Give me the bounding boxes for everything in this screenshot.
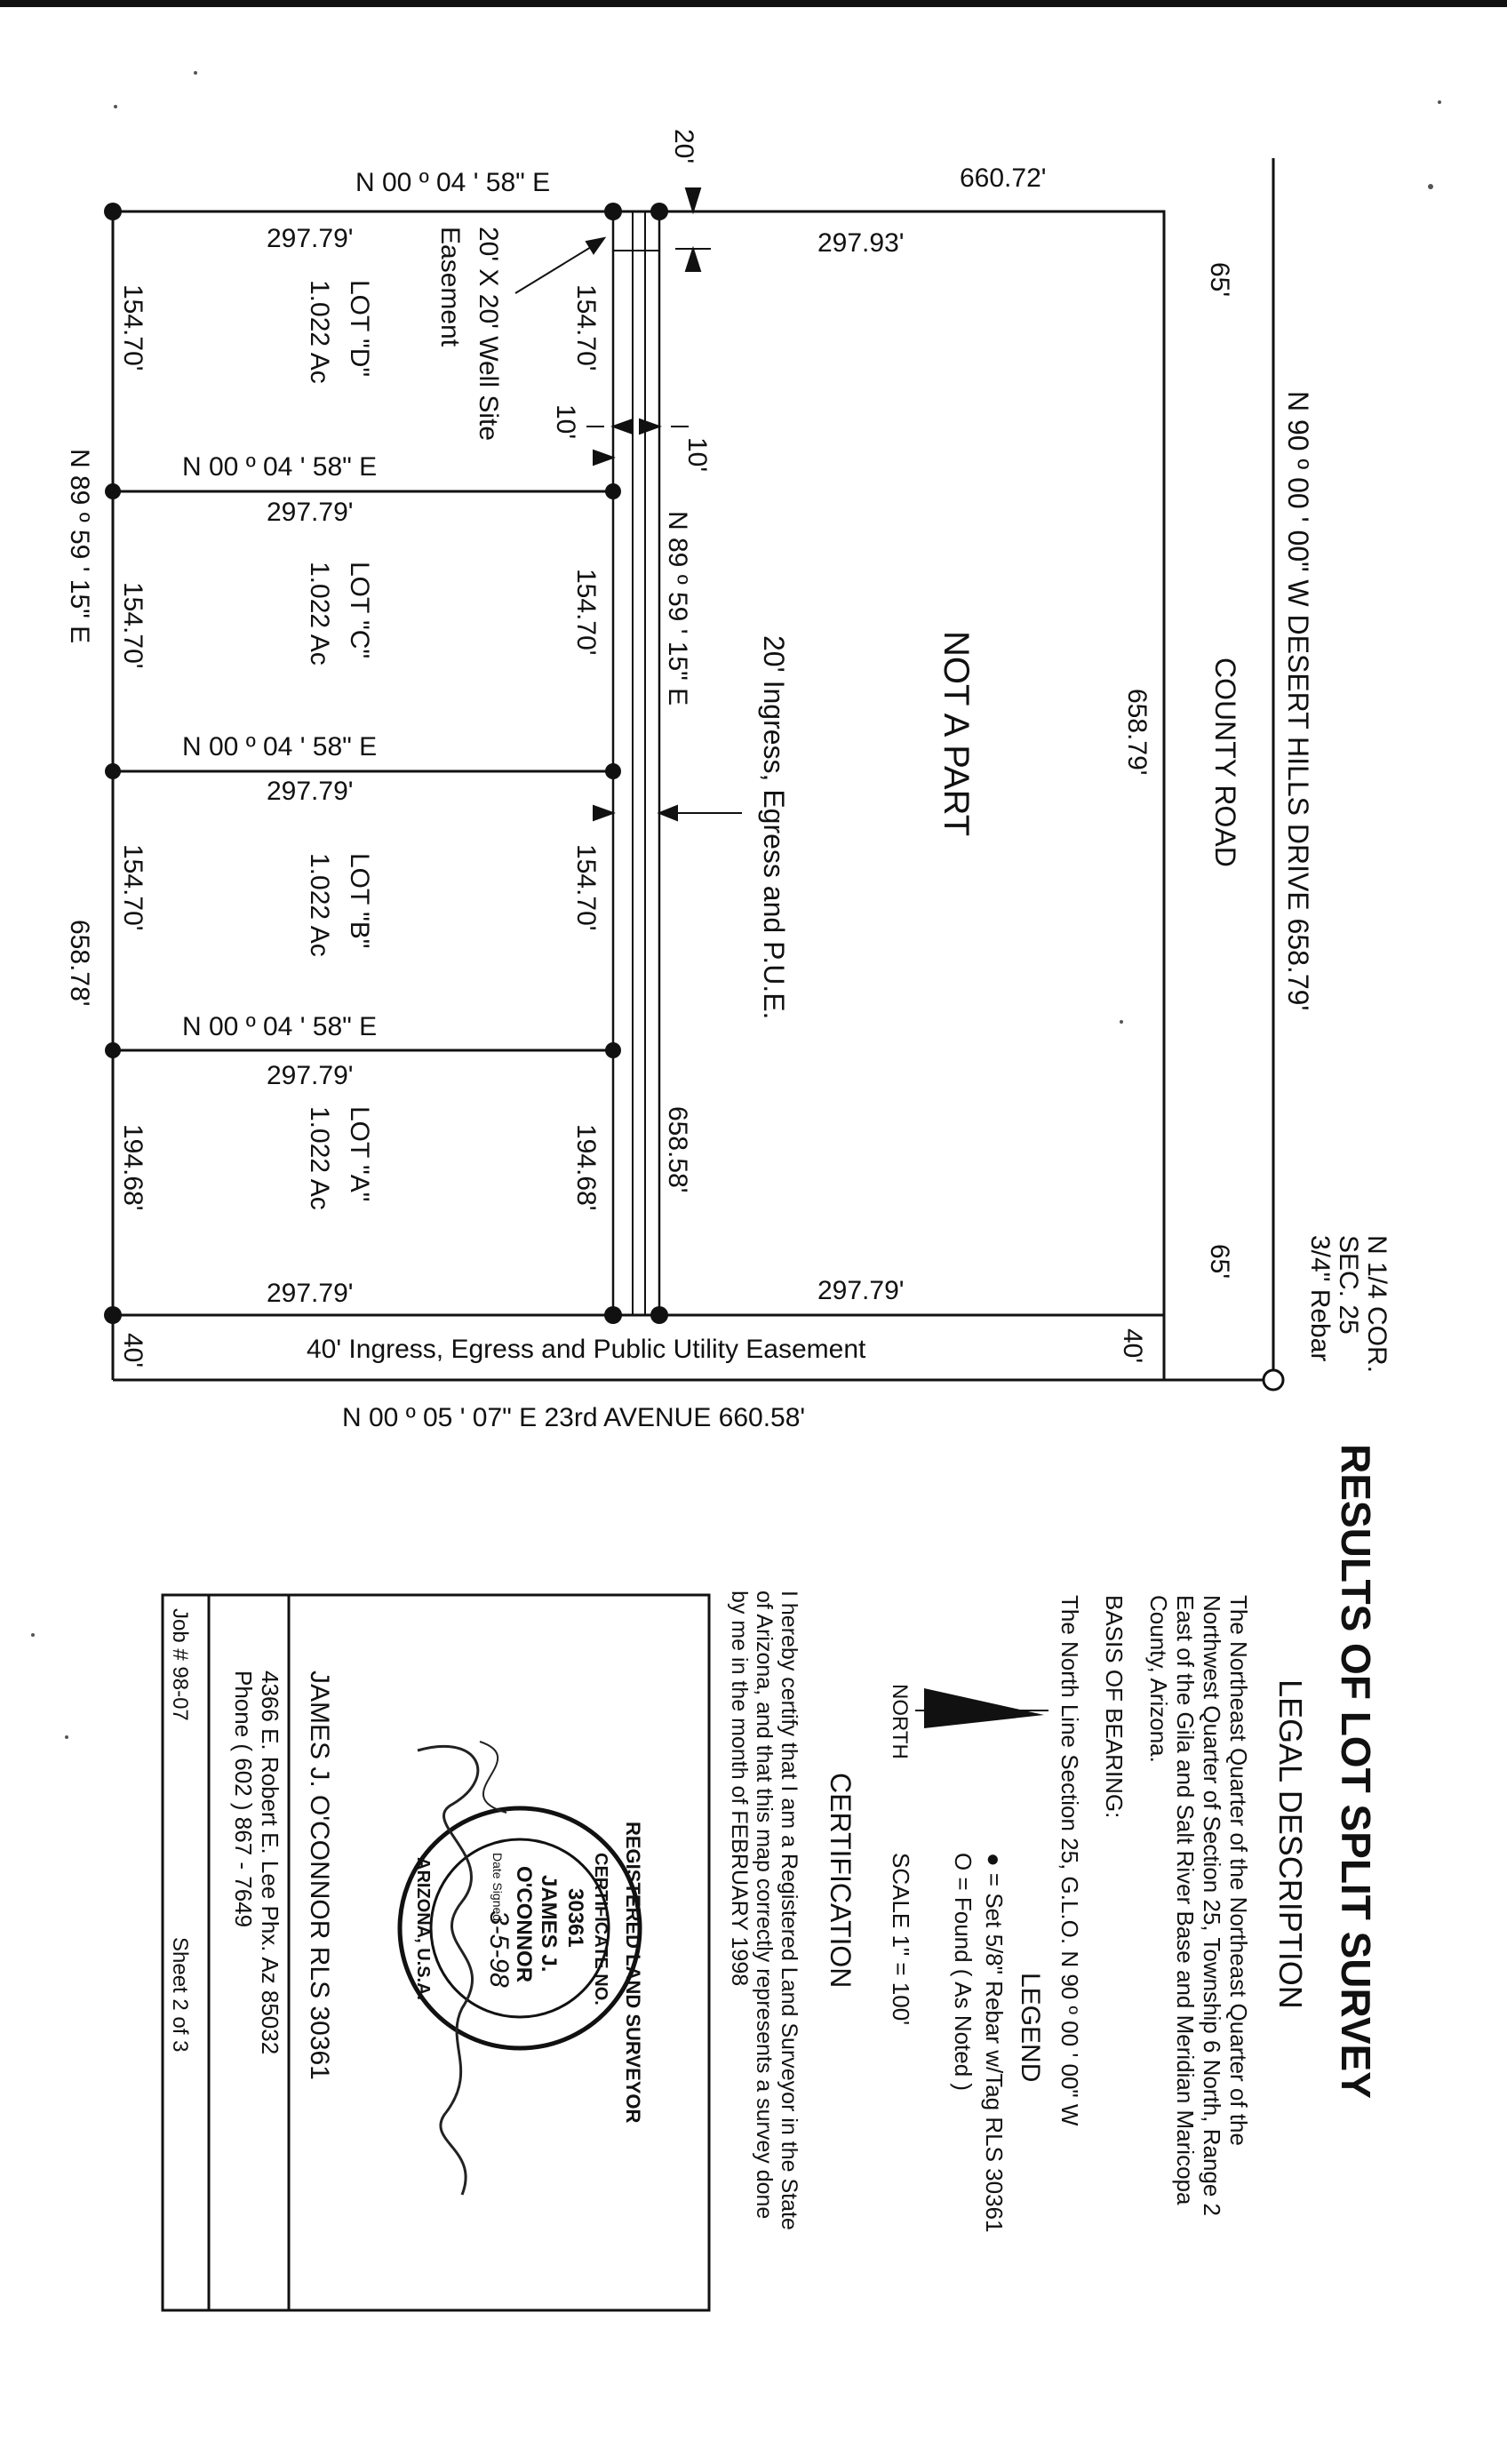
set-rebar-dot	[104, 203, 122, 220]
sheet-number: Sheet 2 of 3	[168, 1937, 192, 2053]
north-label: NORTH	[888, 1684, 912, 1759]
surveyor-phone: Phone ( 602 ) 867 - 7649	[230, 1671, 257, 1928]
lot-a-side-r: 194.68'	[571, 1124, 601, 1211]
north-top-bearing: N 00 º 04 ' 58" E	[355, 168, 551, 197]
lot-d-name: LOT "D"	[345, 280, 374, 378]
legal-line-1: The Northeast Quarter of the Northeast Quarter of the	[1225, 1595, 1252, 2146]
lot-b-bearing: N 00 º 04 ' 58" E	[182, 1012, 378, 1041]
basis-line: The North Line Section 25, G.L.O. N 90 º 00 ' 00" W	[1056, 1595, 1083, 2126]
plat-labels	[65, 129, 1391, 1432]
bearing-middle: N 89 º 59 ' 15" E	[663, 511, 692, 706]
lot-b-name: LOT "B"	[345, 853, 374, 949]
dim-660-72: 660.72'	[960, 163, 1047, 193]
surveyor-seal	[400, 1742, 644, 2195]
lot-b-side-l: 154.70'	[118, 844, 148, 931]
legend-found: O = Found ( As Noted )	[950, 1853, 977, 2092]
lot-c-bearing: N 00 º 04 ' 58" E	[182, 732, 378, 762]
seal-name-2: O'CONNOR	[512, 1866, 536, 1983]
cert-line-3: by me in the month of FEBRUARY 1998	[727, 1591, 752, 1987]
lot-d-area: 1.022 Ac	[305, 280, 334, 384]
dim-65-right: 65'	[1205, 1244, 1234, 1280]
bottom-road-label: N 00 º 05 ' 07" E 23rd AVENUE 660.58'	[342, 1403, 806, 1432]
seal-date: 3-5-98	[484, 1910, 514, 1988]
bearing-left: N 89 º 59 ' 15" E	[65, 449, 94, 644]
legend-set: ● = Set 5/8" Rebar w/Tag RLS 30361	[981, 1853, 1008, 2233]
seal-ring-bottom: ARIZONA, U.S.A.	[413, 1857, 433, 2001]
scale-label: SCALE 1" = 100'	[888, 1853, 914, 2026]
lot-c-area: 1.022 Ac	[305, 562, 334, 666]
set-rebar-dot	[605, 1042, 621, 1058]
seal-ring-top: REGISTERED LAND SURVEYOR	[622, 1822, 644, 2124]
legal-heading: LEGAL DESCRIPTION	[1272, 1679, 1309, 2009]
well-site-line-2: Easement	[435, 227, 465, 347]
set-rebar-dot	[604, 1306, 622, 1324]
set-rebar-dot	[105, 763, 121, 779]
seal-number: 30361	[563, 1888, 587, 1948]
lot-c-top: 297.79'	[267, 498, 354, 527]
lot-c-side-r: 154.70'	[571, 569, 601, 656]
arrow-20-top-a	[686, 188, 700, 211]
arrow-ingress-left	[594, 806, 613, 820]
dimension-arrows	[515, 188, 742, 820]
arrow-20-top-b	[686, 249, 700, 271]
dim-658-79: 658.79'	[1122, 689, 1152, 776]
legend-heading: LEGEND	[1016, 1973, 1045, 2083]
lot-d-side-r: 154.70'	[571, 284, 601, 371]
lot-c-side-l: 154.70'	[118, 582, 148, 669]
legal-line-3: East of the Gila and Salt River Base and Meridian Maricopa	[1172, 1595, 1199, 2205]
arrow-10-a	[613, 419, 633, 434]
arrow-ingress-right	[659, 806, 677, 820]
scan-specks	[31, 71, 1441, 1739]
legal-line-4: County, Arizona.	[1145, 1595, 1172, 1763]
cert-line-1: I hereby certify that I am a Registered Land Surveyor in the State	[777, 1591, 801, 2230]
set-rebar-dot	[105, 483, 121, 499]
lot-d-side-l: 154.70'	[118, 284, 148, 371]
seal-name-1: JAMES J.	[537, 1875, 561, 1973]
dim-10-b: 10'	[682, 437, 712, 473]
set-rebar-dot	[605, 763, 621, 779]
lot-b-top: 297.79'	[267, 777, 354, 806]
set-rebar-dot	[104, 1306, 122, 1324]
lot-a-name: LOT "A"	[345, 1106, 374, 1202]
dim-20-top: 20'	[669, 129, 698, 164]
sheet-title: RESULTS OF LOT SPLIT SURVEY	[1333, 1444, 1379, 2099]
basis-heading: BASIS OF BEARING:	[1101, 1595, 1128, 1819]
lot-a-bottom: 297.79'	[267, 1279, 354, 1308]
lot-b-side-r: 154.70'	[571, 844, 601, 931]
lot-a-top: 297.79'	[267, 1061, 354, 1090]
set-rebar-dot	[650, 203, 668, 220]
set-rebar-dot	[605, 483, 621, 499]
job-number: Job # 98-07	[168, 1608, 192, 1721]
dim-65-left: 65'	[1205, 262, 1234, 298]
top-road-label: N 90 º 00 ' 00" W DESERT HILLS DRIVE 658.79'	[1282, 391, 1314, 1011]
seal-date-signed: Date Signed	[490, 1853, 505, 1922]
well-site-leader-arrow	[586, 238, 604, 253]
plat	[113, 158, 1273, 1380]
north-arrow-icon	[924, 1688, 1044, 1728]
dim-658-78: 658.78'	[65, 920, 94, 1007]
set-rebar-dot	[650, 1306, 668, 1324]
text-block	[727, 1444, 1379, 2232]
cert-line-2: of Arizona, and that this map correctly represents a survey done	[752, 1591, 777, 2220]
dim-40-right: 40'	[1118, 1328, 1147, 1364]
lot-a-area: 1.022 Ac	[305, 1106, 334, 1210]
well-site-line-1: 20' X 20' Well Site	[474, 227, 503, 442]
cert-heading: CERTIFICATION	[825, 1773, 857, 1989]
lot-b-area: 1.022 Ac	[305, 853, 334, 957]
arrow-10-b	[640, 419, 659, 434]
ingress-20-label: 20' Ingress, Egress and P.U.E.	[758, 635, 790, 1020]
dim-297-93: 297.93'	[817, 228, 905, 258]
dim-40-left: 40'	[118, 1333, 148, 1368]
not-a-part-label: NOT A PART	[937, 631, 976, 837]
found-corner-circle	[1264, 1370, 1283, 1390]
corner-line-1: N 1/4 COR.	[1362, 1235, 1391, 1374]
lot-a-side-l: 194.68'	[118, 1124, 148, 1211]
lot-d-bearing: N 00 º 04 ' 58" E	[182, 452, 378, 482]
dim-658-58: 658.58'	[663, 1106, 692, 1193]
lot-c-name: LOT "C"	[345, 562, 374, 659]
lot-d-top: 297.79'	[267, 224, 354, 253]
set-rebar-dot	[604, 203, 622, 220]
surveyor-name: JAMES J. O'CONNOR RLS 30361	[305, 1671, 334, 2080]
dim-10-a: 10'	[551, 404, 580, 440]
not-a-part-boundary	[659, 211, 1164, 1315]
dim-297-79-bottom: 297.79'	[817, 1276, 905, 1305]
surveyor-address: 4366 E. Robert E. Lee Phx. Az 85032	[257, 1671, 283, 2055]
ingress-40-label: 40' Ingress, Egress and Public Utility Easement	[307, 1335, 866, 1364]
corner-line-2: SEC. 25	[1334, 1235, 1363, 1335]
seal-cert: CERTIFICATE NO.	[591, 1853, 610, 2005]
set-rebar-dot	[105, 1042, 121, 1058]
county-road-label: COUNTY ROAD	[1209, 658, 1241, 867]
legal-line-2: Northwest Quarter of Section 25, Township 6 North, Range 2	[1199, 1595, 1225, 2217]
arrow-10-c	[594, 451, 613, 465]
corner-line-3: 3/4" Rebar	[1305, 1235, 1335, 1362]
